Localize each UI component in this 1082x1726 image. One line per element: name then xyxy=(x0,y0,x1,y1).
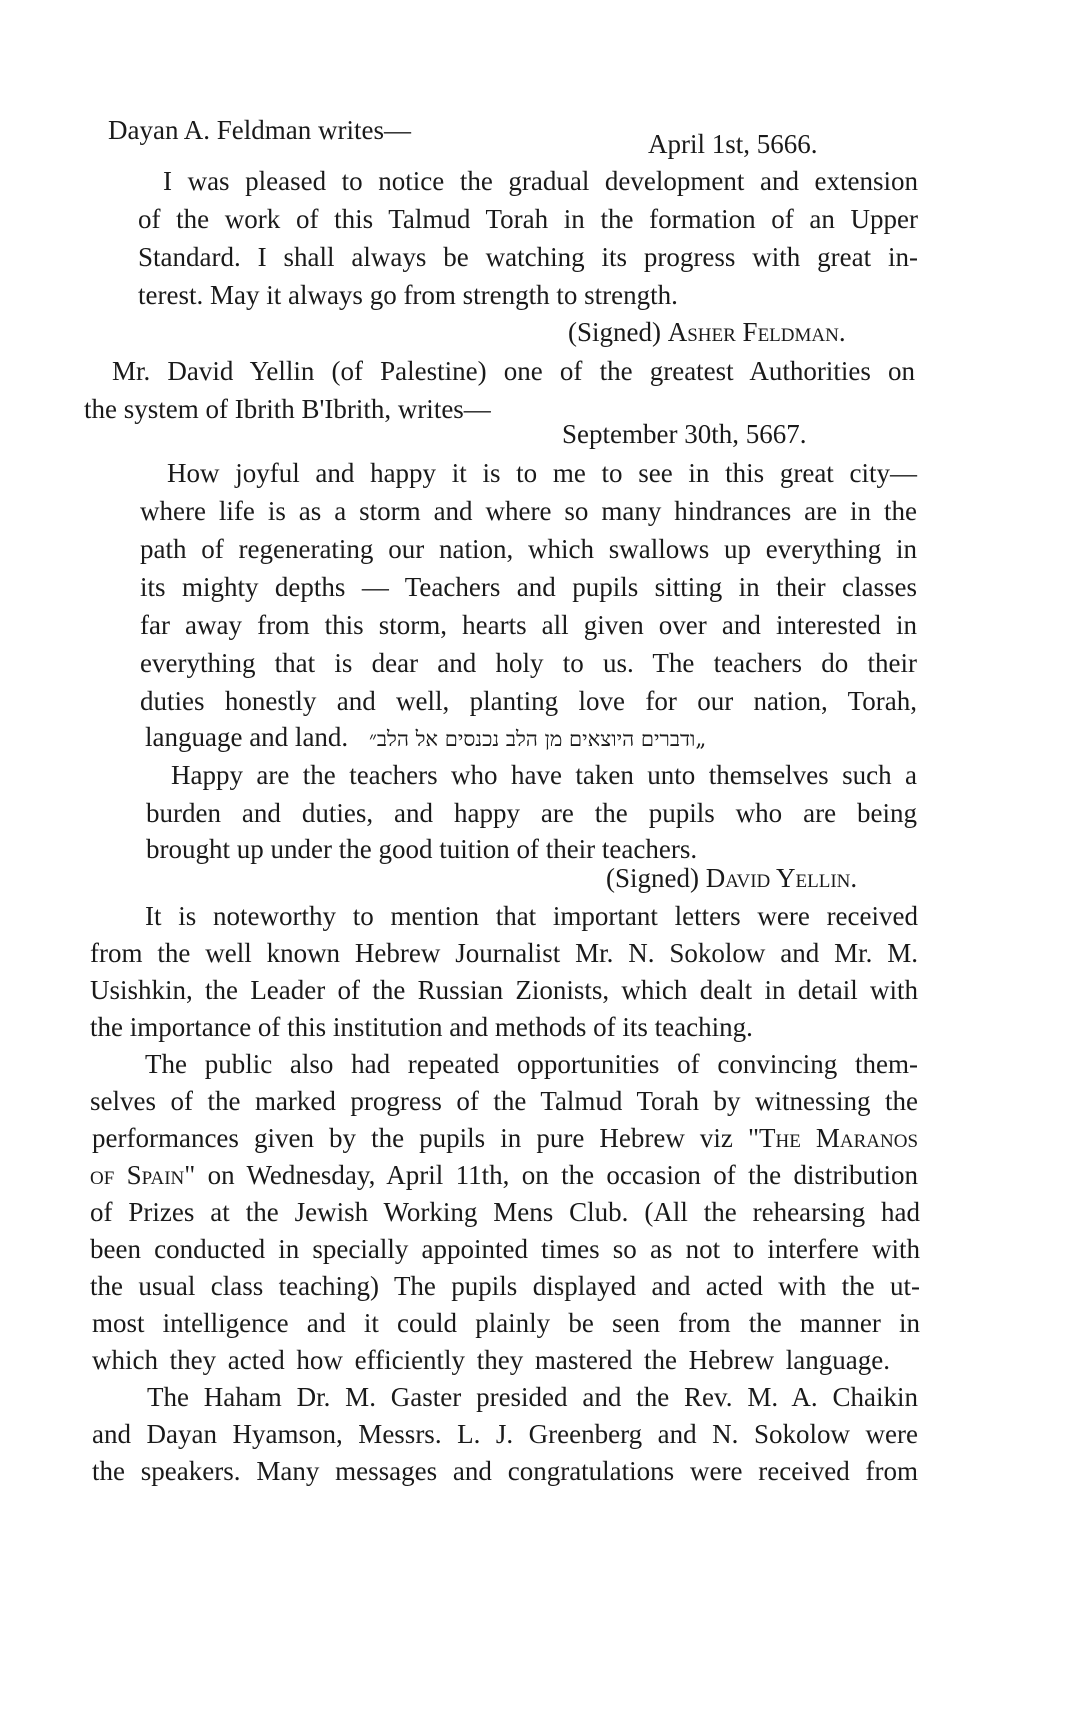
yellin-para2-line: brought up under the good tuition of their teachers. xyxy=(146,834,698,864)
body-line: which they acted how efficiently they mastered the Hebrew language. xyxy=(92,1345,890,1375)
yellin-intro-line: the system of Ibrith B'Ibrith, writes— xyxy=(84,394,491,424)
feldman-date: April 1st, 5666. xyxy=(648,129,818,159)
body-line: most intelligence and it could plainly be seen from the manner in xyxy=(92,1308,920,1338)
body-line-with-title xyxy=(90,1157,918,1193)
yellin-line: duties honestly and well, planting love for our nation, Torah, xyxy=(140,686,917,716)
feldman-signature xyxy=(568,314,846,350)
body-line: the usual class teaching) The pupils displayed and acted with the ut- xyxy=(90,1271,920,1301)
yellin-line: path of regenerating our nation, which swallows up everything in xyxy=(140,534,917,564)
yellin-line: far away from this storm, hearts all given over and interested in xyxy=(140,610,917,640)
body-line: and Dayan Hyamson, Messrs. L. J. Greenberg and N. Sokolow were xyxy=(92,1419,918,1449)
yellin-line: everything that is dear and holy to us. The teachers do their xyxy=(140,648,917,678)
yellin-intro-line: Mr. David Yellin (of Palestine) one of the greatest Authorities on xyxy=(112,356,915,386)
signed-name: Asher Feldman. xyxy=(667,317,846,347)
body-line: of Prizes at the Jewish Working Mens Club. (All the rehearsing had xyxy=(90,1197,920,1227)
yellin-date: September 30th, 5667. xyxy=(562,419,807,449)
body-line: It is noteworthy to mention that important letters were received xyxy=(145,901,918,931)
feldman-intro: Dayan A. Feldman writes— xyxy=(108,115,411,145)
yellin-para2-line: burden and duties, and happy are the pupils who are being xyxy=(146,798,917,828)
yellin-line: where life is as a storm and where so many hindrances are in the xyxy=(140,496,917,526)
body-text: " on Wednesday, April 11th, on the occasion of the distribution xyxy=(184,1160,918,1190)
body-line: Usishkin, the Leader of the Russian Zionists, which dealt in detail with xyxy=(90,975,918,1005)
body-line: from the well known Hebrew Journalist Mr. N. Sokolow and Mr. M. xyxy=(90,938,918,968)
yellin-line: its mighty depths — Teachers and pupils sitting in their classes xyxy=(140,572,917,602)
feldman-line: Standard. I shall always be watching its progress with great in- xyxy=(138,242,918,272)
yellin-para2-line: Happy are the teachers who have taken unto themselves such a xyxy=(171,760,917,790)
yellin-signature xyxy=(606,860,857,896)
yellin-last-line: language and land. xyxy=(145,722,349,752)
signed-label: (Signed) xyxy=(568,317,661,347)
body-line: The Haham Dr. M. Gaster presided and the Rev. M. A. Chaikin xyxy=(147,1382,918,1412)
play-title: of Spain xyxy=(90,1160,185,1190)
body-line: the speakers. Many messages and congratulations were received from xyxy=(92,1456,918,1486)
play-title: The Maranos xyxy=(758,1123,919,1153)
body-text: performances given by the pupils in pure Hebrew viz " xyxy=(92,1123,759,1153)
body-line: been conducted in specially appointed times so as not to interfere with xyxy=(90,1234,920,1264)
hebrew-quote: „ודברים היוצאים מן הלב נכנסים אל הלב״ xyxy=(368,727,707,751)
body-line: selves of the marked progress of the Talmud Torah by witnessing the xyxy=(90,1086,918,1116)
signed-name: David Yellin. xyxy=(705,863,858,893)
feldman-line: of the work of this Talmud Torah in the formation of an Upper xyxy=(138,204,918,234)
yellin-line-with-hebrew xyxy=(145,719,706,757)
signed-label: (Signed) xyxy=(606,863,699,893)
body-line: the importance of this institution and methods of its teaching. xyxy=(90,1012,753,1042)
yellin-line: How joyful and happy it is to me to see in this great city— xyxy=(167,458,917,488)
feldman-line: terest. May it always go from strength to strength. xyxy=(138,280,678,310)
feldman-line: I was pleased to notice the gradual development and extension xyxy=(163,166,918,196)
body-line-with-title xyxy=(92,1120,918,1156)
body-line: The public also had repeated opportunities of convincing them- xyxy=(145,1049,918,1079)
